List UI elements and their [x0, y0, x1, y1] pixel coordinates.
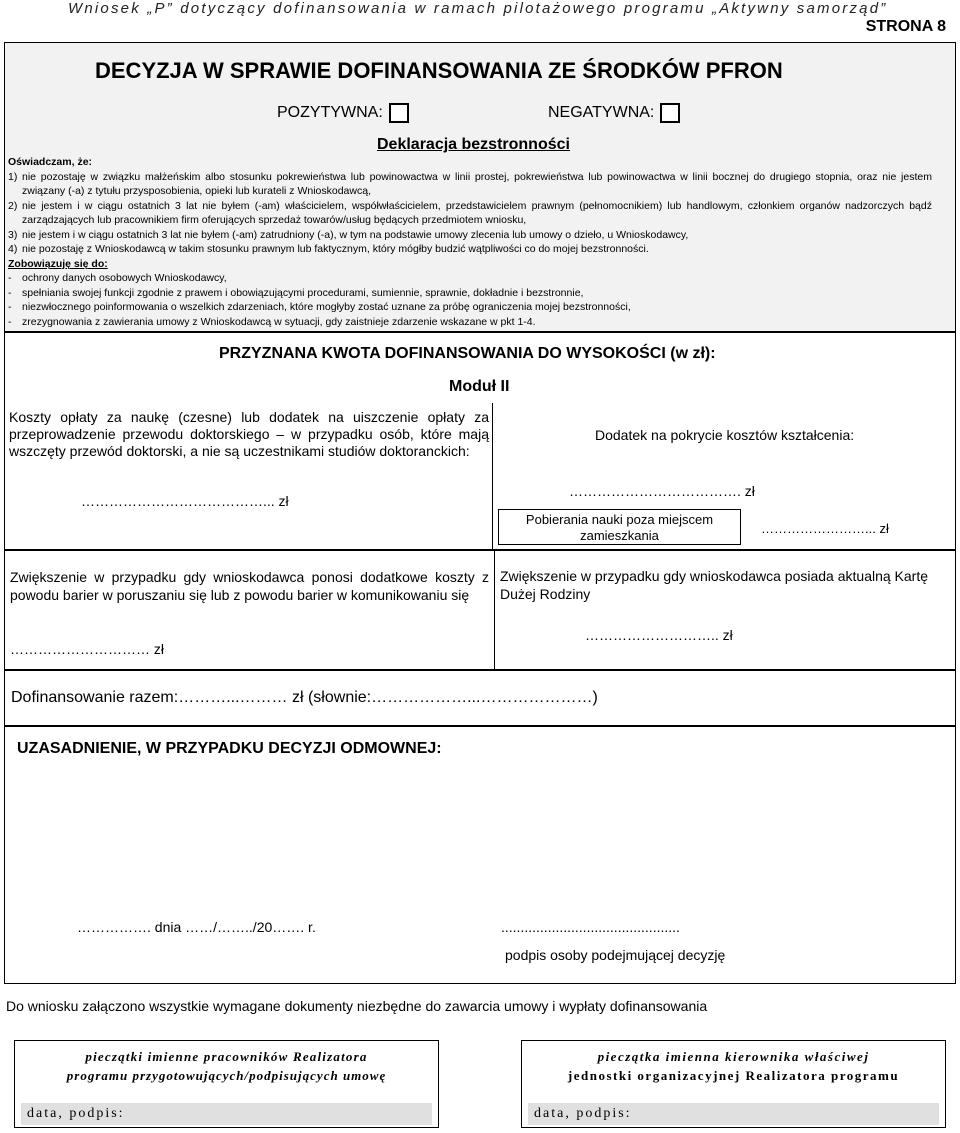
away-value[interactable]: ……………………... zł	[761, 521, 889, 536]
negative-checkbox[interactable]	[660, 103, 680, 123]
supplement-value[interactable]: ………………………………. zł	[569, 483, 755, 499]
attached-note: Do wniosku załączono wszystkie wymagane dokumenty niezbędne do zawarcia umowy i wypłaty dofinansowania	[6, 998, 708, 1014]
commit-item: - zrezygnowania z zawierania umowy z Wnioskodawcą w sytuacji, gdy zaistnieje zdarzenie wskazane w pkt 1-4.	[8, 315, 536, 328]
page-number: STRONA 8	[865, 18, 946, 35]
amount-divider	[492, 403, 493, 551]
commit-item: - niezwłocznego poinformowania o wszelkich zdarzeniach, które mogłyby zostać uznane za próbę ograniczenia mojej bezstronności,	[8, 301, 631, 313]
negative-label: NEGATYWNA:	[548, 104, 655, 122]
document-header-title: Wniosek „P” dotyczący dofinansowania w ramach pilotażowego programu „Aktywny samorząd”	[68, 0, 888, 17]
family-label: Zwiększenie w przypadku gdy wnioskodawca posiada aktualną Kartę Dużej Rodziny	[500, 568, 929, 602]
tuition-value[interactable]: …………………………………... zł	[81, 493, 289, 509]
positive-checkbox[interactable]	[389, 103, 409, 123]
stamp-box-left	[14, 1040, 439, 1128]
date-line[interactable]: ……………. dnia ……/……../20……. r.	[77, 919, 316, 935]
away-label: Pobierania nauki poza miejscem zamieszkania	[525, 512, 714, 543]
declaration-item: 1) nie pozostaję w związku małżeńskim albo stosunku pokrewieństwa lub powinowactwa w linii prostej, pokrewieństwa lub powinowactwa w linii bocznej do drugiego stopnia, oraz nie jestem związany (-a) z tytułu przysposobienia, opieki lub kurateli z Wnioskodawcą,	[8, 170, 932, 197]
amount-section	[4, 332, 956, 550]
stamp-right-date-label: data, podpis:	[534, 1106, 632, 1121]
family-value[interactable]: ……………………….. zł	[585, 627, 733, 643]
signature-caption: podpis osoby podejmującej decyzję	[505, 947, 726, 963]
declaration-title: Deklaracja bezstronności	[377, 136, 570, 153]
increases-divider	[494, 551, 495, 671]
declaration-item: 4) nie pozostaję z Wnioskodawcą w takim stosunku prawnym lub faktycznym, który mógłby budzić wątpliwości co do mojej bezstronności.	[8, 243, 649, 255]
stamp-box-right	[521, 1040, 946, 1128]
commit-item: - ochrony danych osobowych Wnioskodawcy,	[8, 272, 227, 284]
decision-title: DECYZJA W SPRAWIE DOFINANSOWANIA ZE ŚRODKÓW PFRON	[95, 58, 783, 83]
supplement-label: Dodatek na pokrycie kosztów kształcenia:	[595, 427, 855, 443]
module-label: Moduł II	[449, 378, 510, 395]
positive-option	[277, 103, 409, 123]
declaration-item: 2) nie jestem i w ciągu ostatnich 3 lat nie byłem (-am) właścicielem, współwłaścicielem, przedstawicielem prawnym (pełnomocnikiem) lub handlowym, członkiem organów nadzorczych bądź zarządzających lub pracownikiem firm oferujących sprzedaż towarów/usług będących przedmiotem wniosku,	[8, 199, 932, 226]
negative-option	[548, 103, 680, 123]
declaration-intro: Oświadczam, że:	[8, 156, 93, 168]
amount-title: PRZYZNANA KWOTA DOFINANSOWANIA DO WYSOKOŚCI (w zł):	[219, 345, 716, 362]
stamp-right-line2: jednostki organizacyjnej Realizatora programu	[567, 1068, 900, 1083]
total-row	[4, 670, 956, 726]
decision-section	[4, 42, 956, 332]
stamp-right-date[interactable]	[528, 1103, 939, 1125]
justification-title: UZASADNIENIE, W PRZYPADKU DECYZJI ODMOWNEJ:	[17, 740, 442, 757]
stamp-left-line1: pieczątki imienne pracowników Realizatora	[85, 1049, 368, 1064]
positive-label: POZYTYWNA:	[277, 104, 383, 122]
declaration-item: 3) nie jestem i w ciągu ostatnich 3 lat nie byłem (-am) zatrudniony (-a), w tym na podstawie umowy zlecenia lub umowy o dzieło, u Wnioskodawcy,	[8, 228, 689, 241]
total-text[interactable]: Dofinansowanie razem:………...……… zł (słownie:………………...…………………)	[11, 689, 598, 706]
barrier-value[interactable]: ………………………… zł	[10, 641, 164, 657]
commit-intro: Zobowiązuję się do:	[8, 257, 108, 270]
barrier-label: Zwiększenie w przypadku gdy wnioskodawca ponosi dodatkowe koszty z powodu barier w poruszaniu się lub z powodu barier w komunikowaniu się	[10, 569, 489, 603]
stamp-left-line2: programu przygotowujących/podpisujących umowę	[66, 1068, 387, 1083]
commit-item: - spełniania swojej funkcji zgodnie z prawem i obowiązującymi procedurami, sumiennie, sprawnie, dokładnie i bezstronnie,	[8, 286, 584, 299]
away-label-box	[498, 509, 741, 545]
justification-section	[4, 726, 956, 984]
signature-line[interactable]: ..............................................	[501, 919, 680, 935]
increases-section	[4, 550, 956, 670]
stamp-right-line1: pieczątka imienna kierownika właściwej	[597, 1049, 870, 1064]
tuition-label: Koszty opłaty za naukę (czesne) lub dodatek na uiszczenie opłaty za przeprowadzenie przewodu doktorskiego – w przypadku osób, które mają wszczęty przewód doktorski, a nie są uczestnikami studiów doktoranckich:	[9, 409, 489, 459]
declaration-body	[8, 155, 932, 329]
stamp-left-date[interactable]	[21, 1103, 432, 1125]
stamp-left-date-label: data, podpis:	[27, 1106, 125, 1121]
